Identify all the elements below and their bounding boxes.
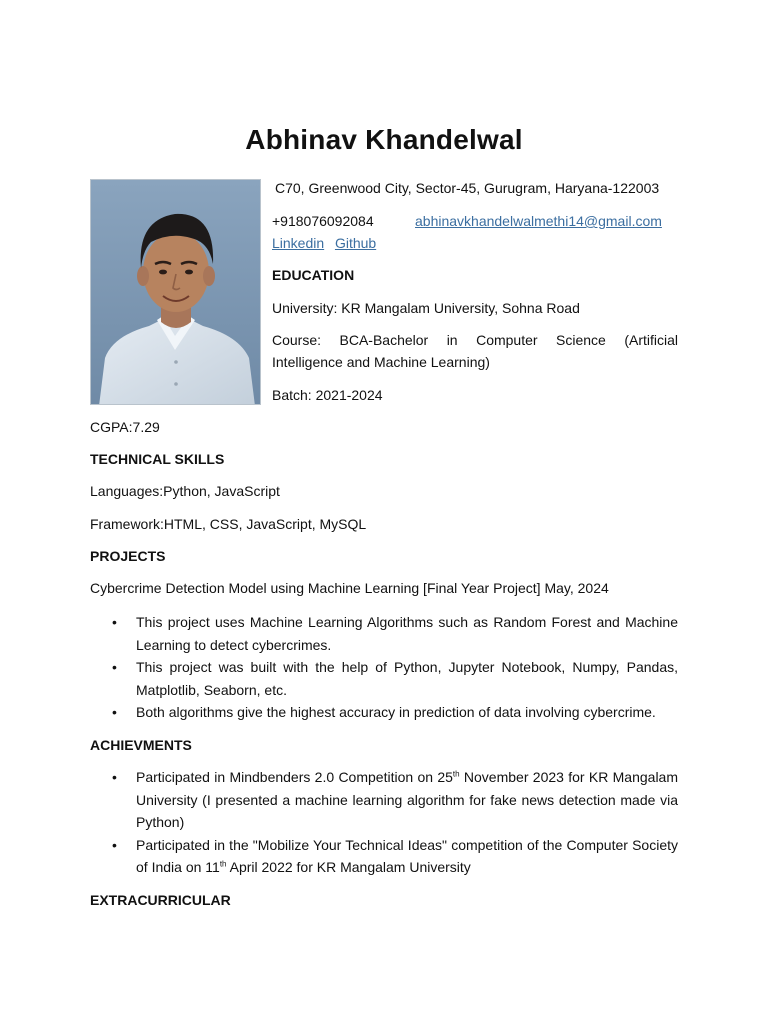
education-cgpa: CGPA:7.29 [90, 419, 160, 435]
profile-photo [90, 179, 261, 405]
achievement-2-sup: th [219, 859, 227, 869]
education-heading: EDUCATION [272, 267, 355, 283]
education-course: Course: BCA-Bachelor in Computer Science (Artificial Intelligence and Machine Learning) [272, 332, 678, 370]
linkedin-link[interactable]: Linkedin [272, 235, 325, 251]
email-container [415, 210, 662, 232]
achievement-1-rest: November 2023 for KR Mangalam University (I presented a machine learning algorithm for fake news detection made via Python) [136, 769, 678, 830]
list-item: • Both algorithms give the highest accuracy in prediction of data involving cybercrime. [90, 701, 678, 724]
achievements-heading: ACHIEVMENTS [90, 737, 192, 753]
list-item: • This project was built with the help of Python, Jupyter Notebook, Numpy, Pandas, Matplotlib, Seaborn, etc. [90, 656, 678, 701]
achievement-1-text: Participated in Mindbenders 2.0 Competition on 25 [136, 769, 453, 785]
education-university: University: KR Mangalam University, Sohna Road [272, 300, 580, 316]
list-item: • This project uses Machine Learning Algorithms such as Random Forest and Machine Learning to detect cybercrimes. [90, 611, 678, 656]
skills-framework: Framework:HTML, CSS, JavaScript, MySQL [90, 516, 367, 532]
github-link[interactable]: Github [334, 235, 377, 251]
achievement-bullets [90, 766, 678, 879]
extracurricular-heading: EXTRACURRICULAR [90, 892, 231, 908]
list-item [90, 834, 678, 879]
project-title: Cybercrime Detection Model using Machine Learning [Final Year Project] May, 2024 [90, 580, 609, 596]
education-batch: Batch: 2021-2024 [272, 387, 383, 403]
technical-skills-heading: TECHNICAL SKILLS [90, 451, 225, 467]
candidate-name: Abhinav Khandelwal [245, 124, 523, 155]
project-bullets [90, 611, 678, 724]
achievement-2-text: Participated in the "Mobilize Your Technical Ideas" competition of the Computer Society of India on 11 [136, 836, 678, 875]
projects-heading: PROJECTS [90, 548, 166, 564]
achievement-1-sup: th [452, 769, 460, 779]
email-link[interactable]: abhinavkhandelwalmethi14@gmail.com [415, 213, 662, 229]
list-item [90, 766, 678, 834]
address: C70, Greenwood City, Sector-45, Gurugram, Haryana-122003 [275, 180, 660, 196]
skills-languages: Languages:Python, JavaScript [90, 483, 280, 499]
social-links [272, 232, 678, 254]
phone-number: +918076092084 [272, 213, 374, 229]
achievement-2-rest: April 2022 for KR Mangalam University [226, 859, 471, 875]
